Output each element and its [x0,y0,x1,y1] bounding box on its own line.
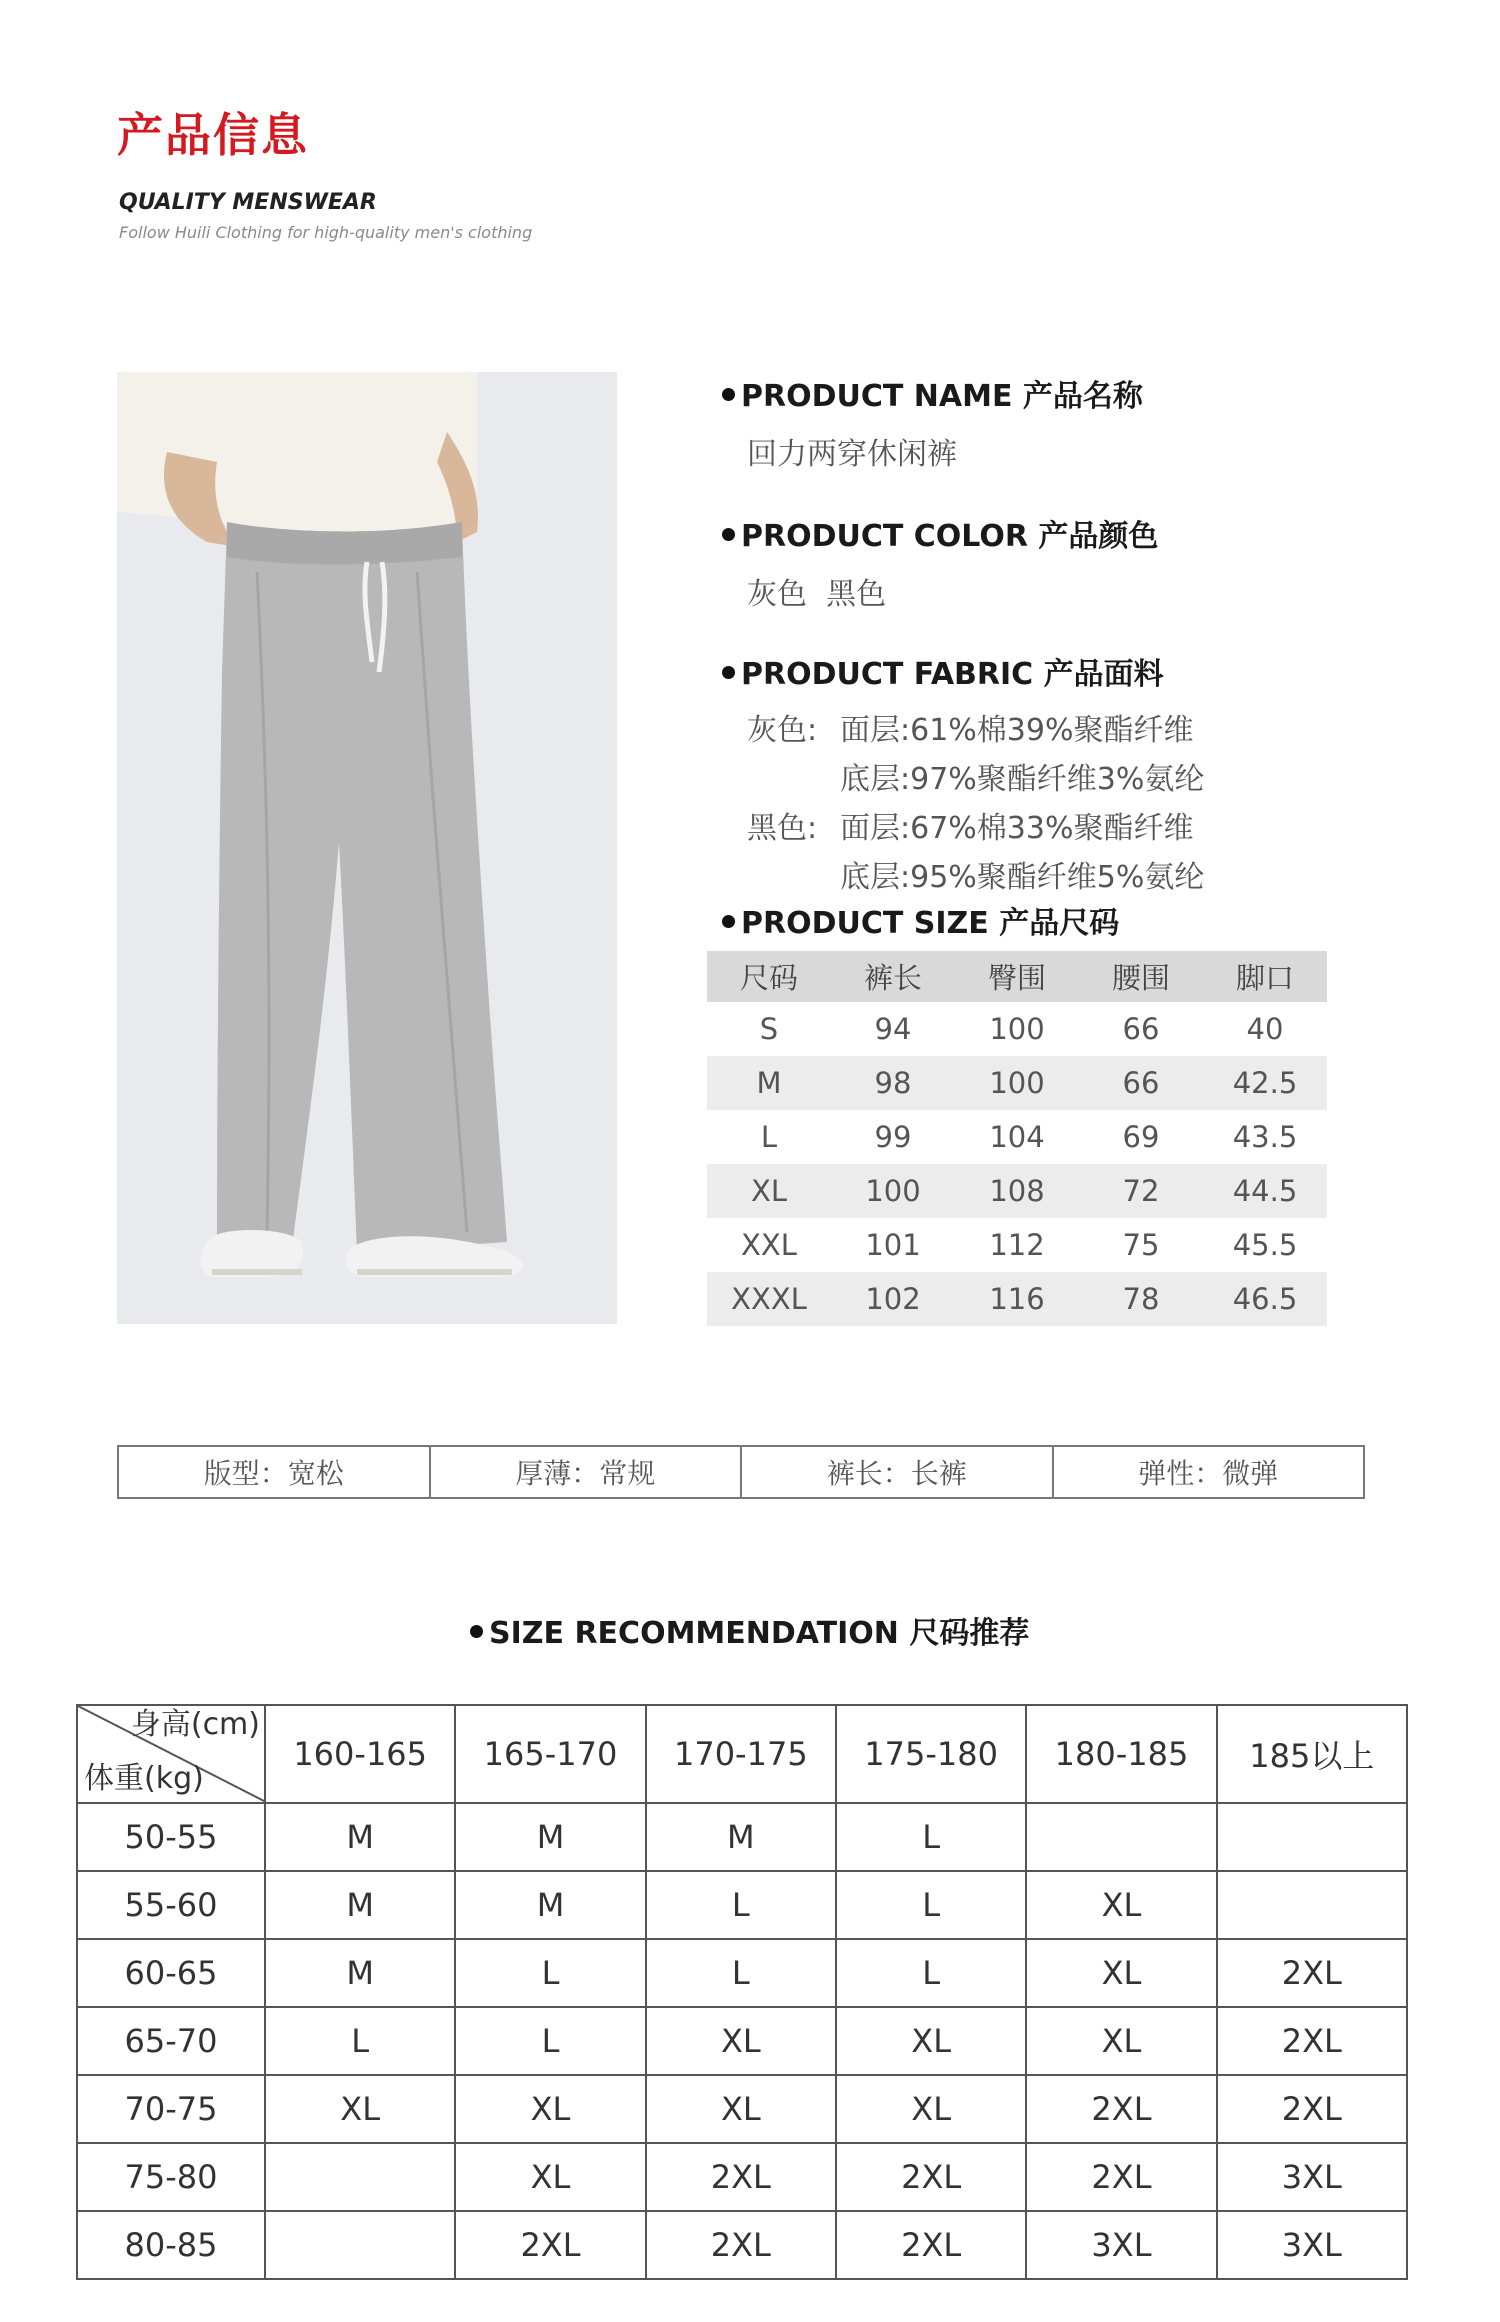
recommended-size: 2XL [455,2211,645,2279]
size-cell: 104 [989,1120,1045,1154]
size-recommendation-table [76,1704,1408,2280]
recommended-size: 2XL [646,2211,836,2279]
weight-cell: 65-70 [77,2007,265,2075]
size-header-cell: 裤长 [831,951,955,1002]
size-cell: 94 [874,1012,912,1046]
recommended-size: L [455,2007,645,2075]
table-row [77,2143,1407,2211]
size-header-cell: 腰围 [1079,951,1203,1002]
size-table-header [707,951,1327,1002]
recommended-size: 3XL [1217,2211,1407,2279]
recommended-size [265,2211,455,2279]
product-fabric-label: PRODUCT FABRIC 产品面料 [722,660,1342,690]
product-color-value: 灰色 黑色 [747,577,887,612]
bullet-icon [722,915,735,928]
product-photo [117,372,617,1324]
size-cell: 112 [989,1228,1045,1262]
recommended-size: M [646,1803,836,1871]
table-row [707,1272,1327,1326]
size-cell: 116 [955,1272,1079,1326]
size-cell: 108 [955,1164,1079,1218]
size-cell: 45.5 [1232,1228,1298,1262]
bullet-icon [470,1625,483,1638]
size-cell: XXL [741,1228,797,1262]
size-cell: 99 [874,1120,912,1154]
size-cell: 43.5 [1232,1120,1298,1154]
recommended-size: XL [646,2007,836,2075]
table-row [707,1218,1327,1272]
table-row [77,2007,1407,2075]
recommended-size: 2XL [836,2143,1026,2211]
recommended-size: M [455,1871,645,1939]
bullet-icon [722,528,735,541]
size-cell: 66 [1079,1056,1203,1110]
recommended-size [1026,1803,1216,1871]
attribute-length: 裤长：长裤 [742,1447,1054,1497]
table-row [77,1871,1407,1939]
table-row [77,1803,1407,1871]
product-name-value: 回力两穿休闲裤 [747,437,957,472]
size-cell: XXXL [707,1272,831,1326]
recommended-size: 3XL [1026,2211,1216,2279]
table-row [707,1110,1327,1164]
fabric-inner: 底层:97%聚酯纤维3%氨纶 [840,762,1205,797]
height-header: 160-165 [265,1705,455,1803]
recommended-size: L [836,1939,1026,2007]
weight-cell: 60-65 [77,1939,265,2007]
recommended-size: XL [265,2075,455,2143]
recommended-size: XL [1026,1939,1216,2007]
page-title: 产品信息 [117,108,309,162]
recommended-size: 2XL [1217,1939,1407,2007]
weight-cell: 70-75 [77,2075,265,2143]
size-cell: S [759,1012,779,1046]
table-row [707,1164,1327,1218]
size-cell: M [707,1056,831,1110]
corner-cell [77,1705,265,1803]
product-color-label: PRODUCT COLOR 产品颜色 [722,522,1342,552]
recommended-size: L [646,1939,836,2007]
weight-cell: 80-85 [77,2211,265,2279]
recommended-size: 3XL [1217,2143,1407,2211]
fabric-outer: 面层:67%棉33%聚酯纤维 [840,811,1194,846]
height-header: 185以上 [1217,1705,1407,1803]
height-axis-label: 身高(cm) [130,1707,260,1742]
height-header: 180-185 [1026,1705,1216,1803]
size-header-cell: 脚口 [1203,951,1327,1002]
size-cell: 100 [955,1056,1079,1110]
attribute-fit: 版型：宽松 [119,1447,431,1497]
product-size-label: PRODUCT SIZE 产品尺码 [722,909,1342,939]
product-name-label: PRODUCT NAME 产品名称 [722,382,1342,412]
size-cell: XL [707,1164,831,1218]
size-cell: 100 [831,1164,955,1218]
recommended-size: XL [646,2075,836,2143]
size-cell: 66 [1122,1012,1160,1046]
recommended-size: L [455,1939,645,2007]
recommended-size: 2XL [646,2143,836,2211]
recommended-size: 2XL [836,2211,1026,2279]
recommended-size: L [836,1871,1026,1939]
fabric-color-label: 灰色: [747,713,818,748]
table-row [77,2211,1407,2279]
page-subtitle-en: QUALITY MENSWEAR [119,190,377,215]
table-row [77,1939,1407,2007]
recommended-size: L [265,2007,455,2075]
size-recommendation-title: SIZE RECOMMENDATION 尺码推荐 [470,1619,1029,1649]
recommended-size [265,2143,455,2211]
weight-axis-label: 体重(kg) [84,1761,204,1796]
height-header: 170-175 [646,1705,836,1803]
size-cell: 42.5 [1203,1056,1327,1110]
size-cell: 100 [989,1012,1045,1046]
recommended-size: L [646,1871,836,1939]
attribute-elasticity: 弹性：微弹 [1138,1457,1279,1490]
size-header-cell: 尺码 [707,951,831,1002]
page-tagline: Follow Huili Clothing for high-quality men's clothing [119,223,533,242]
bullet-icon [722,388,735,401]
height-header: 165-170 [455,1705,645,1803]
recommended-size: XL [1026,2007,1216,2075]
size-cell: 69 [1122,1120,1160,1154]
recommended-size: L [836,1803,1026,1871]
weight-cell: 75-80 [77,2143,265,2211]
table-row [707,1056,1327,1110]
recommended-size: M [265,1939,455,2007]
weight-cell: 55-60 [77,1871,265,1939]
size-cell: 72 [1079,1164,1203,1218]
recommended-size: 2XL [1026,2075,1216,2143]
table-row [707,1002,1327,1056]
size-cell: 44.5 [1203,1164,1327,1218]
size-cell: 78 [1079,1272,1203,1326]
recommended-size: XL [836,2007,1026,2075]
recommended-size [1217,1803,1407,1871]
size-cell: 98 [831,1056,955,1110]
recommended-size: 2XL [1217,2007,1407,2075]
attribute-bar [117,1445,1365,1499]
fabric-inner: 底层:95%聚酯纤维5%氨纶 [840,860,1205,895]
size-cell: 101 [865,1228,921,1262]
recommended-size: M [455,1803,645,1871]
size-cell: L [760,1120,778,1154]
size-cell: 75 [1122,1228,1160,1262]
size-table [707,951,1327,1326]
size-cell: 102 [831,1272,955,1326]
size-cell: 46.5 [1203,1272,1327,1326]
fabric-outer: 面层:61%棉39%聚酯纤维 [840,713,1194,748]
recommended-size: M [265,1803,455,1871]
height-header: 175-180 [836,1705,1026,1803]
recommended-size: M [265,1871,455,1939]
size-header-cell: 臀围 [955,951,1079,1002]
recommended-size: XL [455,2143,645,2211]
fabric-color-label: 黑色: [747,811,818,846]
recommended-size: XL [1026,1871,1216,1939]
recommended-size: 2XL [1217,2075,1407,2143]
recommendation-header-row [77,1705,1407,1803]
recommended-size [1217,1871,1407,1939]
recommended-size: 2XL [1026,2143,1216,2211]
recommended-size: XL [836,2075,1026,2143]
weight-cell: 50-55 [77,1803,265,1871]
table-row [77,2075,1407,2143]
size-cell: 40 [1246,1012,1284,1046]
recommended-size: XL [455,2075,645,2143]
bullet-icon [722,666,735,679]
attribute-thickness: 厚薄：常规 [431,1447,743,1497]
